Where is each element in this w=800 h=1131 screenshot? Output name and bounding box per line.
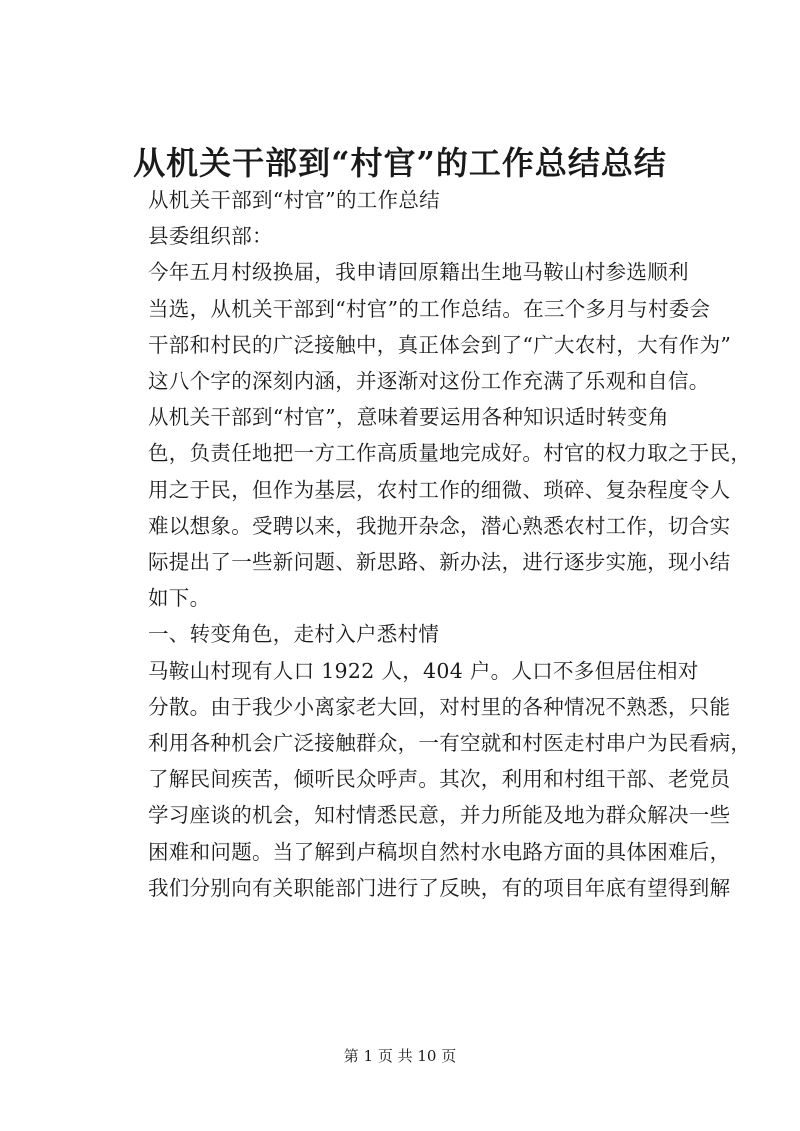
text-line: 今年五月村级换届，我申请回原籍出生地马鞍山村参选顺利: [148, 260, 689, 285]
document-title: 从机关干部到“村官”的工作总结总结: [133, 144, 667, 182]
page-number-footer: 第 1 页 共 10 页: [343, 1047, 457, 1065]
text-line: 难以想象。受聘以来，我抛开杂念，潜心熟悉农村工作，切合实: [148, 513, 731, 538]
text-line: 如下。: [148, 586, 211, 611]
text-line: 分散。由于我少小离家老大回，对村里的各种情况不熟悉，只能: [148, 694, 731, 719]
text-line: 困难和问题。当了解到卢稿坝自然村水电路方面的具体困难后，: [148, 839, 731, 864]
text-line: 利用各种机会广泛接触群众，一有空就和村医走村串户为民看病，: [148, 731, 752, 756]
section-heading: [107, 616, 712, 652]
paragraph-intro: [107, 254, 732, 399]
text-line: 一、转变角色，走村入户悉村情: [148, 622, 440, 647]
document-body: [107, 182, 752, 906]
text-line: 际提出了一些新问题、新思路、新办法，进行逐步实施，现小结: [148, 550, 731, 575]
text-line: 了解民间疾苦，倾听民众呼声。其次，利用和村组干部、老党员: [148, 767, 731, 792]
text-line: 学习座谈的机会，知村情悉民意，并力所能及地为群众解决一些: [148, 803, 731, 828]
paragraph-subtitle: [107, 182, 712, 218]
text-line: 从机关干部到“村官”的工作总结: [148, 188, 440, 212]
text-line: 马鞍山村现有人口 1922 人，404 户。人口不多但居住相对: [148, 658, 699, 683]
paragraph-recipient: [107, 218, 712, 254]
text-line: 色，负责任地把一方工作高质量地完成好。村官的权力取之于民，: [148, 441, 752, 466]
text-line: 县委组织部：: [148, 224, 273, 249]
text-line: 我们分别向有关职能部门进行了反映，有的项目年底有望得到解: [148, 875, 731, 900]
text-line: 当选，从机关干部到“村官”的工作总结。在三个多月与村委会: [148, 296, 711, 321]
paragraph-role-change: [107, 399, 752, 616]
text-line: 从机关干部到“村官”，意味着要运用各种知识适时转变角: [148, 405, 669, 430]
paragraph-village: [107, 653, 752, 906]
text-line: 用之于民，但作为基层，农村工作的细微、琐碎、复杂程度令人: [148, 477, 731, 502]
text-line: 这八个字的深刻内涵，并逐渐对这份工作充满了乐观和自信。: [148, 369, 710, 394]
text-line: 干部和村民的广泛接触中，真正体会到了“广大农村，大有作为”: [148, 332, 732, 357]
